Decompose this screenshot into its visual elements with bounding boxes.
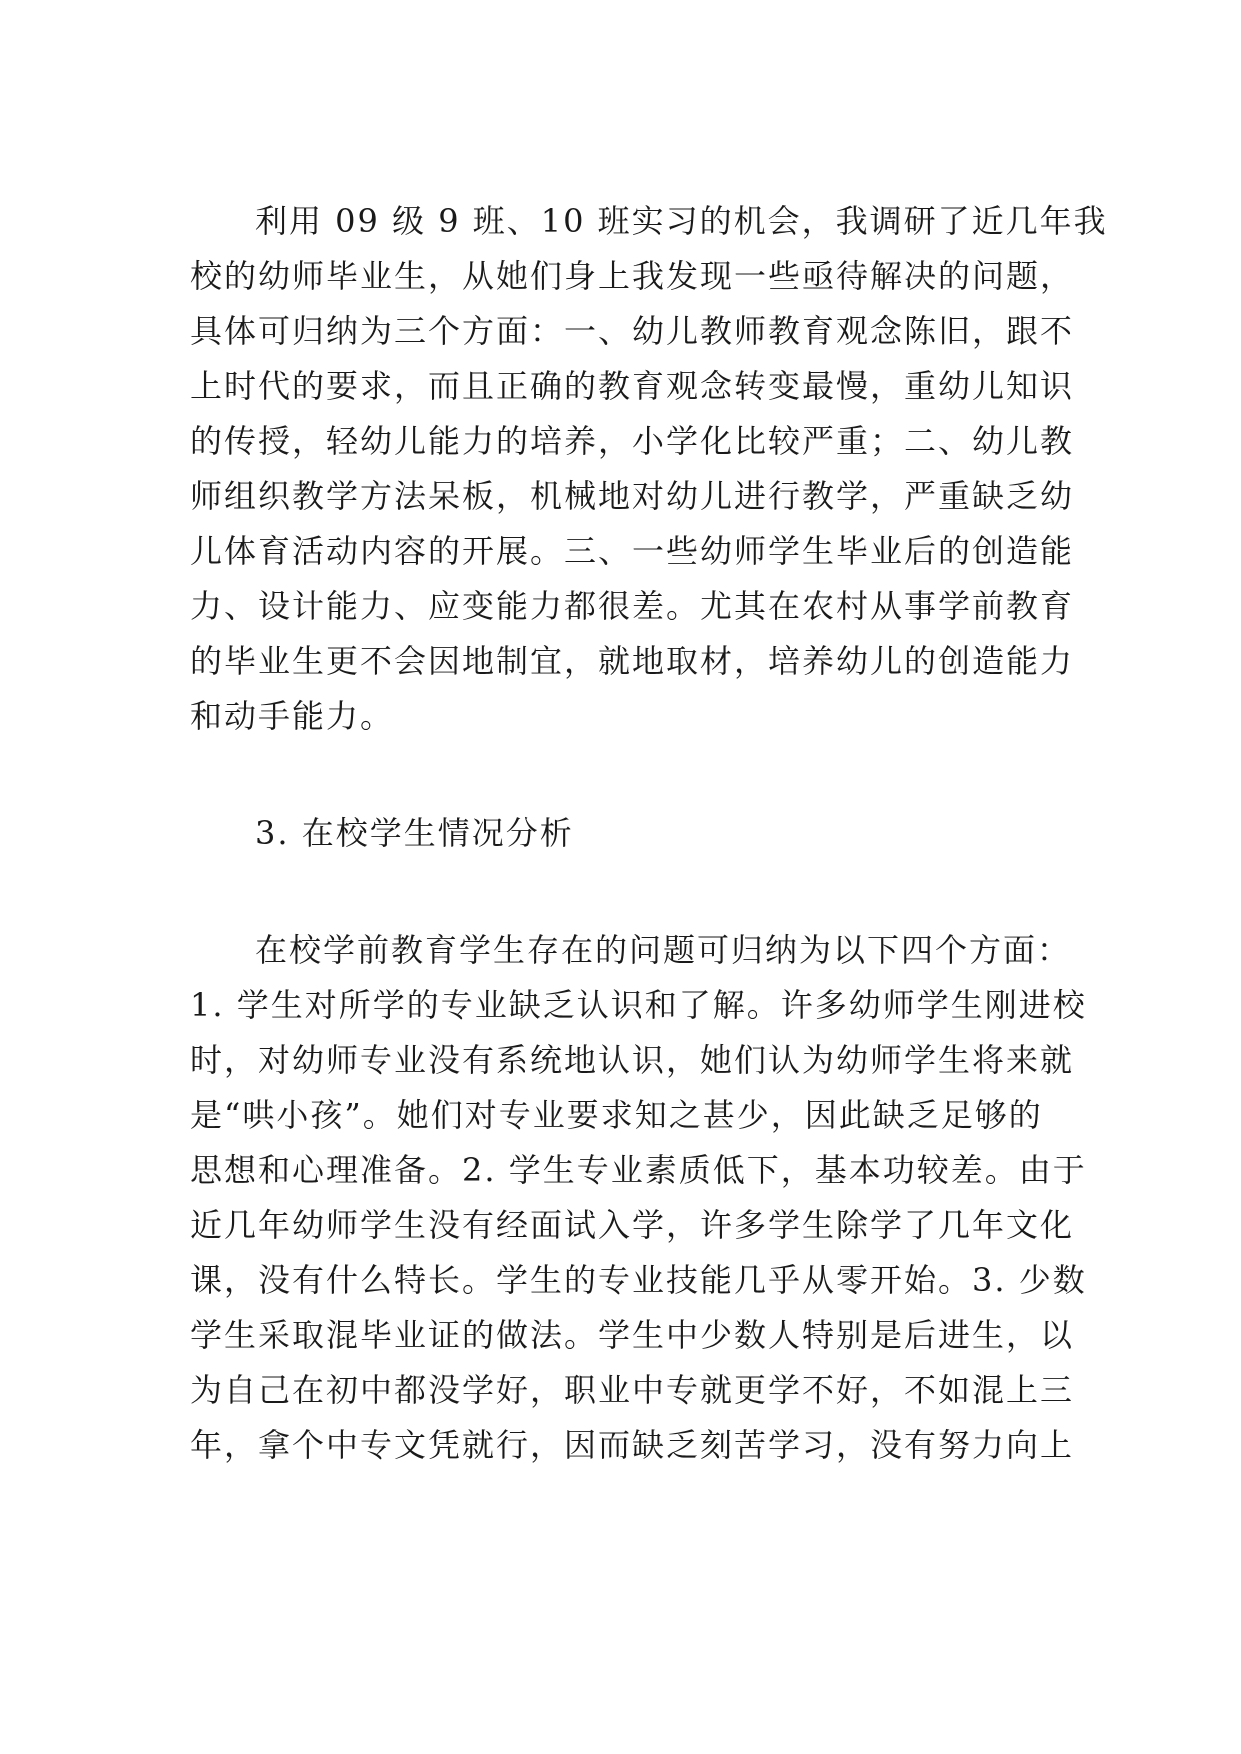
paragraph-1-line-2: 校的幼师毕业生，从她们身上我发现一些亟待解决的问题， [190, 257, 1075, 295]
paragraph-2-line-8: 学生采取混毕业证的做法。学生中少数人特别是后进生，以 [190, 1316, 1075, 1354]
paragraph-2-line-4: 是“哄小孩”。她们对专业要求知之甚少，因此缺乏足够的 [190, 1096, 1043, 1134]
paragraph-1-line-4: 上时代的要求，而且正确的教育观念转变最慢，重幼儿知识 [190, 367, 1075, 405]
paragraph-1-line-8: 力、设计能力、应变能力都很差。尤其在农村从事学前教育 [190, 587, 1075, 625]
paragraph-2-line-6: 近几年幼师学生没有经面试入学，许多学生除学了几年文化 [190, 1206, 1075, 1244]
paragraph-1-line-7: 儿体育活动内容的开展。三、一些幼师学生毕业后的创造能 [190, 532, 1075, 570]
paragraph-1-line-3: 具体可归纳为三个方面：一、幼儿教师教育观念陈旧，跟不 [190, 312, 1075, 350]
paragraph-1-line-9: 的毕业生更不会因地制宜，就地取材，培养幼儿的创造能力 [190, 642, 1075, 680]
paragraph-1-line-6: 师组织教学方法呆板，机械地对幼儿进行教学，严重缺乏幼 [190, 477, 1075, 515]
paragraph-2-line-3: 时，对幼师专业没有系统地认识，她们认为幼师学生将来就 [190, 1041, 1075, 1079]
paragraph-1-line-1: 利用 09 级 9 班、10 班实习的机会，我调研了近几年我 [255, 202, 1108, 240]
paragraph-2-line-9: 为自己在初中都没学好，职业中专就更学不好，不如混上三 [190, 1371, 1075, 1409]
section-heading: 3. 在校学生情况分析 [255, 814, 574, 852]
paragraph-2-line-5: 思想和心理准备。2. 学生专业素质低下，基本功较差。由于 [190, 1151, 1087, 1189]
paragraph-1-line-10: 和动手能力。 [190, 697, 395, 735]
paragraph-2-line-1: 在校学前教育学生存在的问题可归纳为以下四个方面： [255, 931, 1072, 969]
paragraph-2-line-7: 课，没有什么特长。学生的专业技能几乎从零开始。3. 少数 [190, 1261, 1087, 1299]
paragraph-2-line-10: 年，拿个中专文凭就行，因而缺乏刻苦学习，没有努力向上 [190, 1426, 1075, 1464]
paragraph-2-line-2: 1. 学生对所学的专业缺乏认识和了解。许多幼师学生刚进校 [190, 986, 1087, 1024]
paragraph-1-line-5: 的传授，轻幼儿能力的培养，小学化比较严重；二、幼儿教 [190, 422, 1075, 460]
